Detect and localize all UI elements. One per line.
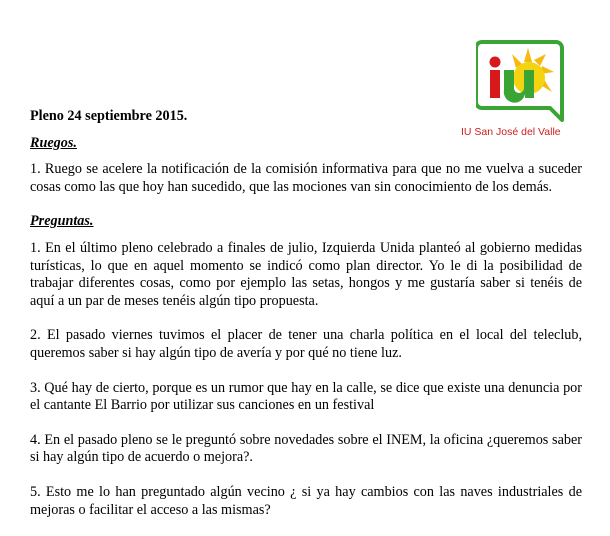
pregunta-item: 2. El pasado viernes tuvimos el placer de tener una charla política en el local del teleclub, queremos saber si hay algún tipo de avería y por qué no tiene luz. [30,327,582,361]
rueg-item: 1. Ruego se acelere la notificación de la comisión informativa para que no me vuelva a suceder cosas como las que hoy han sucedido, que las mociones van sin conocimiento de los demás. [30,161,582,195]
document-title: Pleno 24 septiembre 2015. [30,108,188,124]
section-heading-preguntas: Preguntas. [30,213,94,230]
pregunta-item: 1. En el último pleno celebrado a finales de julio, Izquierda Unida planteó al gobierno medidas turísticas, lo que en aquel momento se indicó como plan director. Yo le di la posibilidad de trabajar diferentes cosas, como por ejemplo las setas, hongos y me gustaría saber si tenéis de aquí a un par de meses tenéis algún tipo propuesta. [30,239,582,309]
pregunta-item: 5. Esto me lo han preguntado algún vecino ¿ si ya hay cambios con las naves industriales de mejoras o facilitar el acceso a las mismas? [30,483,582,518]
pregunta-item: 4. En el pasado pleno se le preguntó sobre novedades sobre el INEM, la oficina ¿queremos saber si hay algún tipo de acuerdo o mejora?. [30,431,582,466]
pregunta-item: 3. Qué hay de cierto, porque es un rumor que hay en la calle, se dice que existe una denuncia por el cantante El Barrio por utilizar sus canciones en un festival [30,379,582,414]
section-heading-ruegos: Ruegos. [30,134,77,151]
logo-caption: IU San José del Valle [461,126,561,138]
document-body [30,108,582,536]
